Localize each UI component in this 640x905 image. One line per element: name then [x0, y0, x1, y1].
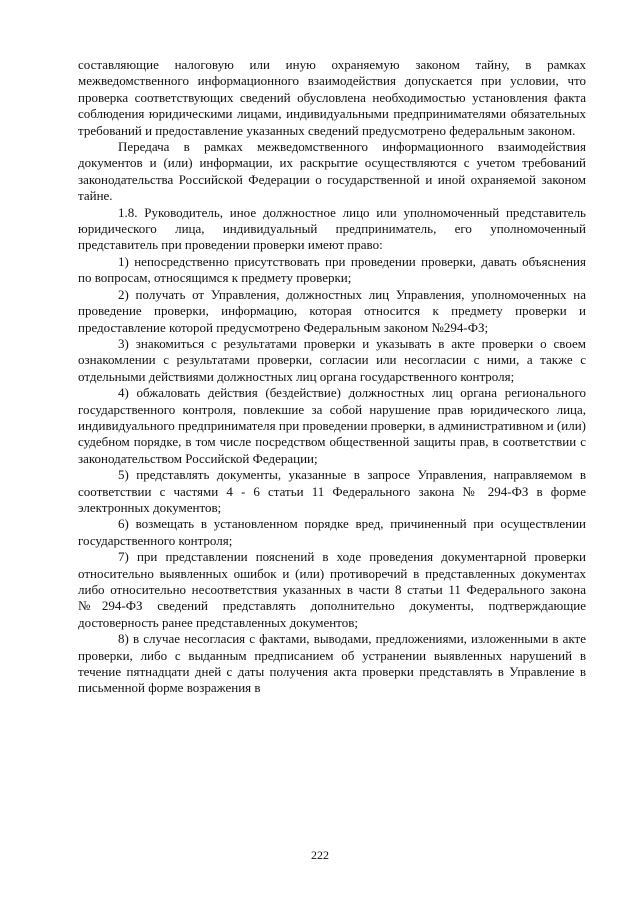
list-item-3: 3) знакомиться с результатами проверки и указывать в акте проверки о своем ознакомлении с результатами проверки, согласии или несогласии с ними, а также с отдельными действиями должностных лиц органа государственного контроля;: [78, 335, 586, 384]
paragraph-continuation: составляющие налоговую или иную охраняемую законом тайну, в рамках межведомственного информационного взаимодействия допускается при условии, что проверка соответствующих сведений обусловлена необходимостью установления факта соблюдения юридическими лицами, индивидуальными предпринимателями обязательных требований и предоставление указанных сведений предусмотрено федеральным законом.: [78, 57, 586, 138]
list-item-1: 1) непосредственно присутствовать при проведении проверки, давать объяснения по вопросам, относящимся к предмету проверки;: [78, 253, 586, 286]
paragraph-section-1-8: 1.8. Руководитель, иное должностное лицо или уполномоченный представитель юридического лица, индивидуальный предприниматель, его уполномоченный представитель при проведении проверки имеют право:: [78, 204, 586, 253]
page-number: 222: [311, 848, 329, 862]
list-item-8: 8) в случае несогласия с фактами, выводами, предложениями, изложенными в акте проверки, либо с выданным предписанием об устранении выявленных нарушений в течение пятнадцати дней с даты получения акта проверки представлять в Управление в письменной форме возражения в: [78, 631, 586, 696]
list-item-2: 2) получать от Управления, должностных лиц Управления, уполномоченных на проведение проверки, информацию, которая относится к предмету проверки и предоставление которой предусмотрено Федеральным законом №294-ФЗ;: [78, 286, 586, 335]
list-item-4: 4) обжаловать действия (бездействие) должностных лиц органа регионального государственного контроля, повлекшие за собой нарушение прав юридического лица, индивидуального предпринимателя при проведении проверки, в административном и (или) судебном порядке, в том числе посредством общественной защиты прав, в соответствии с законодательством Российской Федерации;: [78, 385, 586, 466]
document-body: [78, 57, 586, 697]
list-item-5: 5) представлять документы, указанные в запросе Управления, направляемом в соответствии с частями 4 - 6 статьи 11 Федерального закона № 294-ФЗ в форме электронных документов;: [78, 467, 586, 515]
list-item-6: 6) возмещать в установленном порядке вред, причиненный при осуществлении государственного контроля;: [78, 516, 586, 548]
list-item-7: 7) при представлении пояснений в ходе проведения документарной проверки относительно выявленных ошибок и (или) противоречий в представленных документах либо относительно несоответствия указанных в части 8 статьи 11 Федерального закона №294-ФЗ сведений представлять дополнительно документы, подтверждающие достоверность ранее представленных документов;: [78, 549, 586, 630]
paragraph-transfer: Передача в рамках межведомственного информационного взаимодействия документов и (или) информации, их раскрытие осуществляются с учетом требований законодательства Российской Федерации о государственной и иной охраняемой законом тайне.: [78, 139, 586, 204]
